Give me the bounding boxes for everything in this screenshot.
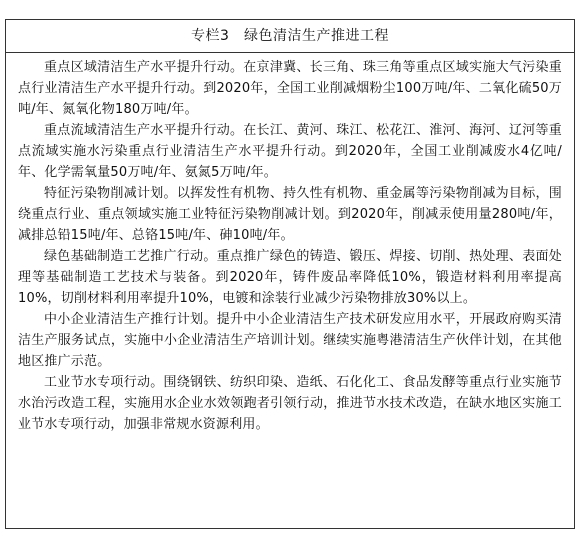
paragraph-sme: 中小企业清洁生产推行计划。提升中小企业清洁生产技术研发应用水平，开展政府购买清洁生产服务试点，实施中小企业清洁生产培训计划。继续实施粤港清洁生产伙伴计划，在其他地区推广示范。 <box>18 312 562 369</box>
paragraph-manufacturing: 绿色基础制造工艺推广行动。重点推广绿色的铸造、锻压、焊接、切削、热处理、表面处理等基础制造工艺技术与装备。到2020年，铸件废品率降低10%，锻造材料利用率提高10%，切削材料利用率提升10%，电镀和涂装行业减少污染物排放30%以上。 <box>18 249 562 306</box>
paragraph-water-saving: 工业节水专项行动。围绕钢铁、纺织印染、造纸、石化化工、食品发酵等重点行业实施节水治污改造工程，实施用水企业水效领跑者引领行动，推进节水技术改造，在缺水地区实施工业节水专项行动，加强非常规水资源利用。 <box>18 375 562 432</box>
paragraph-watershed: 重点流域清洁生产水平提升行动。在长江、黄河、珠江、松花江、淮河、海河、辽河等重点流域实施水污染重点行业清洁生产水平提升行动。到2020年，全国工业削减废水4亿吨/年、化学需氧量50万吨/年、氨氮5万吨/年。 <box>18 123 562 180</box>
paragraph-regional: 重点区域清洁生产水平提升行动。在京津冀、长三角、珠三角等重点区域实施大气污染重点行业清洁生产水平提升行动。到2020年，全国工业削减烟粉尘100万吨/年、二氧化硫50万吨/年、氮氧化物180万吨/年。 <box>18 60 562 117</box>
paragraph-pollutant: 特征污染物削减计划。以挥发性有机物、持久性有机物、重金属等污染物削减为目标，围绕重点行业、重点领域实施工业特征污染物削减计划。到2020年，削减汞使用量280吨/年，减排总铅15吨/年、总铬15吨/年、砷10吨/年。 <box>18 186 562 243</box>
column-content <box>6 53 574 435</box>
column-box <box>5 19 575 529</box>
column-title: 专栏3 绿色清洁生产推进工程 <box>6 20 574 53</box>
